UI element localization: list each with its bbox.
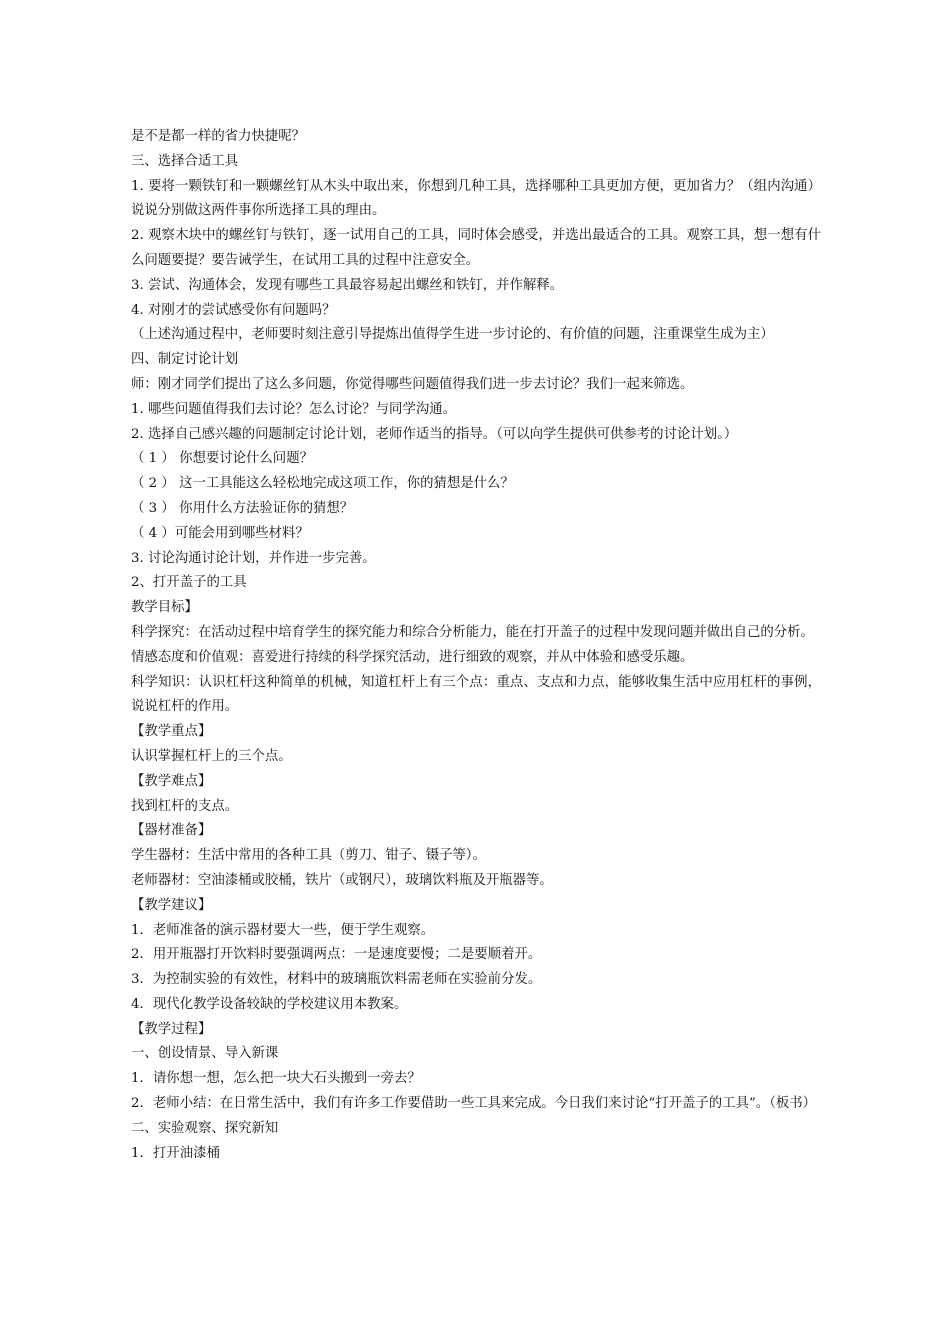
section-heading: 三、选择合适工具 bbox=[131, 153, 239, 169]
list-item: （ 4 ）可能会用到哪些材料？ bbox=[131, 525, 309, 541]
text-paragraph: 科学探究：在活动过程中培育学生的探究能力和综合分析能力，能在打开盖子的过程中发现问题并做出自己的分析。 bbox=[131, 624, 814, 640]
section-heading: 【教学过程】 bbox=[131, 1021, 212, 1037]
list-item: 4．现代化教学设备较缺的学校建议用本教案。 bbox=[131, 996, 408, 1012]
list-item: 1．老师准备的演示器材要大一些，便于学生观察。 bbox=[131, 922, 435, 938]
text-line: 是不是都一样的省力快捷呢？ bbox=[131, 129, 306, 144]
text-line: 2. 选择自己感兴趣的问题制定讨论计划，老师作适当的指导。（可以向学生提供可供参考的讨论计划。） bbox=[131, 426, 738, 442]
list-item: （ 3 ） 你用什么方法验证你的猜想？ bbox=[131, 500, 354, 516]
text-line: 老师器材：空油漆桶或胶桶，铁片（或钢尺），玻璃饮料瓶及开瓶器等。 bbox=[131, 872, 553, 888]
section-heading: 【教学重点】 bbox=[131, 724, 212, 740]
text-line: 1. 哪些问题值得我们去讨论？怎么讨论？与同学沟通。 bbox=[131, 401, 457, 417]
section-heading: 二、实验观察、探究新知 bbox=[131, 1120, 279, 1136]
list-item: （ 1 ） 你想要讨论什么问题？ bbox=[131, 451, 313, 467]
text-line: 3. 尝试、沟通体会，发现有哪些工具最容易起出螺丝和铁钉，并作解释。 bbox=[131, 277, 564, 293]
section-heading: 【教学难点】 bbox=[131, 773, 212, 789]
text-line: 学生器材：生活中常用的各种工具（剪刀、钳子、镊子等）。 bbox=[131, 848, 486, 864]
text-paragraph: 2．老师小结：在日常生活中，我们有许多工作要借助一些工具来完成。今日我们来讨论“打开盖子的工具”。（板书） bbox=[131, 1096, 817, 1112]
list-item: 2．用开瓶器打开饮料时要强调两点：一是速度要慢；二是要顺着开。 bbox=[131, 947, 542, 963]
text-line: 找到杠杆的支点。 bbox=[131, 798, 239, 814]
text-line: 师：刚才同学们提出了这么多问题，你觉得哪些问题值得我们进一步去讨论？我们一起来筛选。 bbox=[131, 376, 694, 392]
list-item: （ 2 ） 这一工具能这么轻松地完成这项工作，你的猜想是什么？ bbox=[131, 476, 514, 492]
list-item: 1．请你想一想，怎么把一块大石头搬到一旁去？ bbox=[131, 1071, 421, 1087]
text-line: 3. 讨论沟通讨论计划，并作进一步完善。 bbox=[131, 550, 376, 566]
section-heading: 四、制定讨论计划 bbox=[131, 352, 239, 368]
section-heading: 【器材准备】 bbox=[131, 823, 212, 839]
section-heading: 2、打开盖子的工具 bbox=[131, 575, 247, 591]
text-line: 情感态度和价值观：喜爱进行持续的科学探究活动，进行细致的观察，并从中体验和感受乐趣。 bbox=[131, 649, 694, 665]
text-paragraph: 科学知识：认识杠杆这种简单的机械，知道杠杆上有三个点：重点、支点和力点，能够收集生活中应用杠杆的事例，说说杠杆的作用。 bbox=[131, 674, 821, 715]
text-line: 4. 对刚才的尝试感受你有问题吗？ bbox=[131, 302, 336, 318]
text-line: （上述沟通过程中，老师要时刻注意引导提炼出值得学生进一步讨论的、有价值的问题，注重课堂生成为主） bbox=[131, 327, 774, 343]
list-item: 3．为控制实验的有效性，材料中的玻璃瓶饮料需老师在实验前分发。 bbox=[131, 972, 542, 988]
section-heading: 一、创设情景、导入新课 bbox=[131, 1046, 279, 1062]
text-line: 认识掌握杠杆上的三个点。 bbox=[131, 748, 292, 764]
section-heading: 教学目标】 bbox=[131, 600, 198, 616]
document-page bbox=[131, 125, 821, 1166]
list-item: 1．打开油漆桶 bbox=[131, 1145, 220, 1161]
text-paragraph: 2. 观察木块中的螺丝钉与铁钉，逐一试用自己的工具，同时体会感受，并选出最适合的工具。观察工具，想一想有什么问题要提？要告诫学生，在试用工具的过程中注意安全。 bbox=[131, 228, 821, 268]
text-paragraph: 1. 要将一颗铁钉和一颗螺丝钉从木头中取出来，你想到几种工具，选择哪种工具更加方便，更加省力？（组内沟通）说说分别做这两件事你所选择工具的理由。 bbox=[131, 178, 821, 219]
section-heading: 【教学建议】 bbox=[131, 897, 212, 913]
